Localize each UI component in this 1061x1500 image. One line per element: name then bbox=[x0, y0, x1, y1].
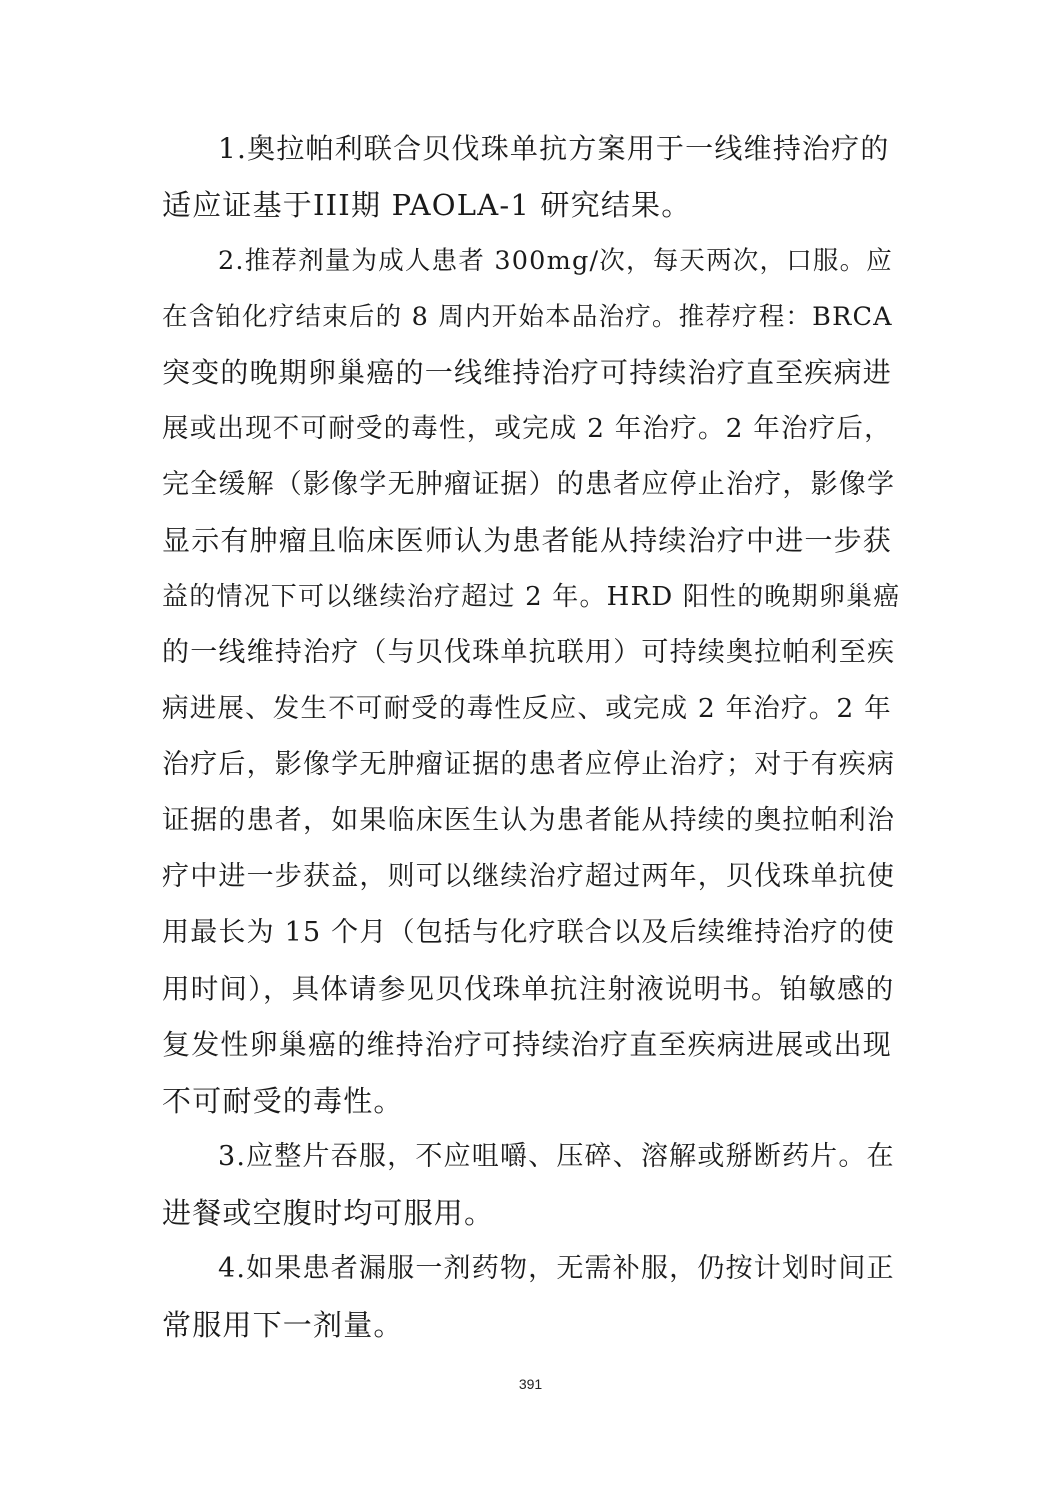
paragraph-2-line-4: 展或出现不可耐受的毒性，或完成 2 年治疗。2 年治疗后， bbox=[162, 413, 892, 444]
paragraph-2-line-9: 病进展、发生不可耐受的毒性反应、或完成 2 年治疗。2 年 bbox=[162, 693, 892, 724]
paragraph-2-line-10: 治疗后，影像学无肿瘤证据的患者应停止治疗；对于有疾病 bbox=[162, 749, 896, 780]
paragraph-2-line-3: 突变的晚期卵巢癌的一线维持治疗可持续治疗直至疾病进 bbox=[162, 356, 893, 389]
paragraph-4-line-2: 常服用下一剂量。 bbox=[162, 1308, 404, 1342]
paragraph-1-line-2: 适应证基于III期 PAOLA-1 研究结果。 bbox=[162, 188, 692, 222]
paragraph-2-line-6: 显示有肿瘤且临床医师认为患者能从持续治疗中进一步获 bbox=[162, 524, 893, 557]
paragraph-1-line-1: 1.奥拉帕利联合贝伐珠单抗方案用于一线维持治疗的 bbox=[218, 132, 890, 165]
paragraph-2-line-8: 的一线维持治疗（与贝伐珠单抗联用）可持续奥拉帕利至疾 bbox=[162, 637, 896, 668]
paragraph-2-line-12: 疗中进一步获益，则可以继续治疗超过两年，贝伐珠单抗使 bbox=[162, 861, 896, 892]
paragraph-2-line-5: 完全缓解（影像学无肿瘤证据）的患者应停止治疗，影像学 bbox=[162, 469, 896, 500]
paragraph-2-line-14: 用时间），具体请参见贝伐珠单抗注射液说明书。铂敏感的 bbox=[162, 973, 895, 1005]
paragraph-2-line-1: 2.推荐剂量为成人患者 300mg/次，每天两次，口服。应 bbox=[218, 246, 894, 276]
paragraph-2-line-7: 益的情况下可以继续治疗超过 2 年。HRD 阳性的晚期卵巢癌 bbox=[162, 582, 901, 612]
paragraph-3-line-2: 进餐或空腹时均可服用。 bbox=[162, 1196, 495, 1230]
page-number: 391 bbox=[518, 1376, 543, 1392]
paragraph-2-line-13: 用最长为 15 个月（包括与化疗联合以及后续维持治疗的使 bbox=[162, 917, 896, 948]
paragraph-2-line-2: 在含铂化疗结束后的 8 周内开始本品治疗。推荐疗程：BRCA bbox=[162, 302, 893, 332]
paragraph-3-line-1: 3.应整片吞服，不应咀嚼、压碎、溶解或掰断药片。在 bbox=[218, 1141, 895, 1172]
paragraph-2-line-16: 不可耐受的毒性。 bbox=[162, 1084, 404, 1118]
paragraph-2-line-15: 复发性卵巢癌的维持治疗可持续治疗直至疾病进展或出现 bbox=[162, 1028, 893, 1061]
paragraph-4-line-1: 4.如果患者漏服一剂药物，无需补服，仍按计划时间正 bbox=[218, 1253, 895, 1284]
paragraph-2-line-11: 证据的患者，如果临床医生认为患者能从持续的奥拉帕利治 bbox=[162, 805, 896, 836]
